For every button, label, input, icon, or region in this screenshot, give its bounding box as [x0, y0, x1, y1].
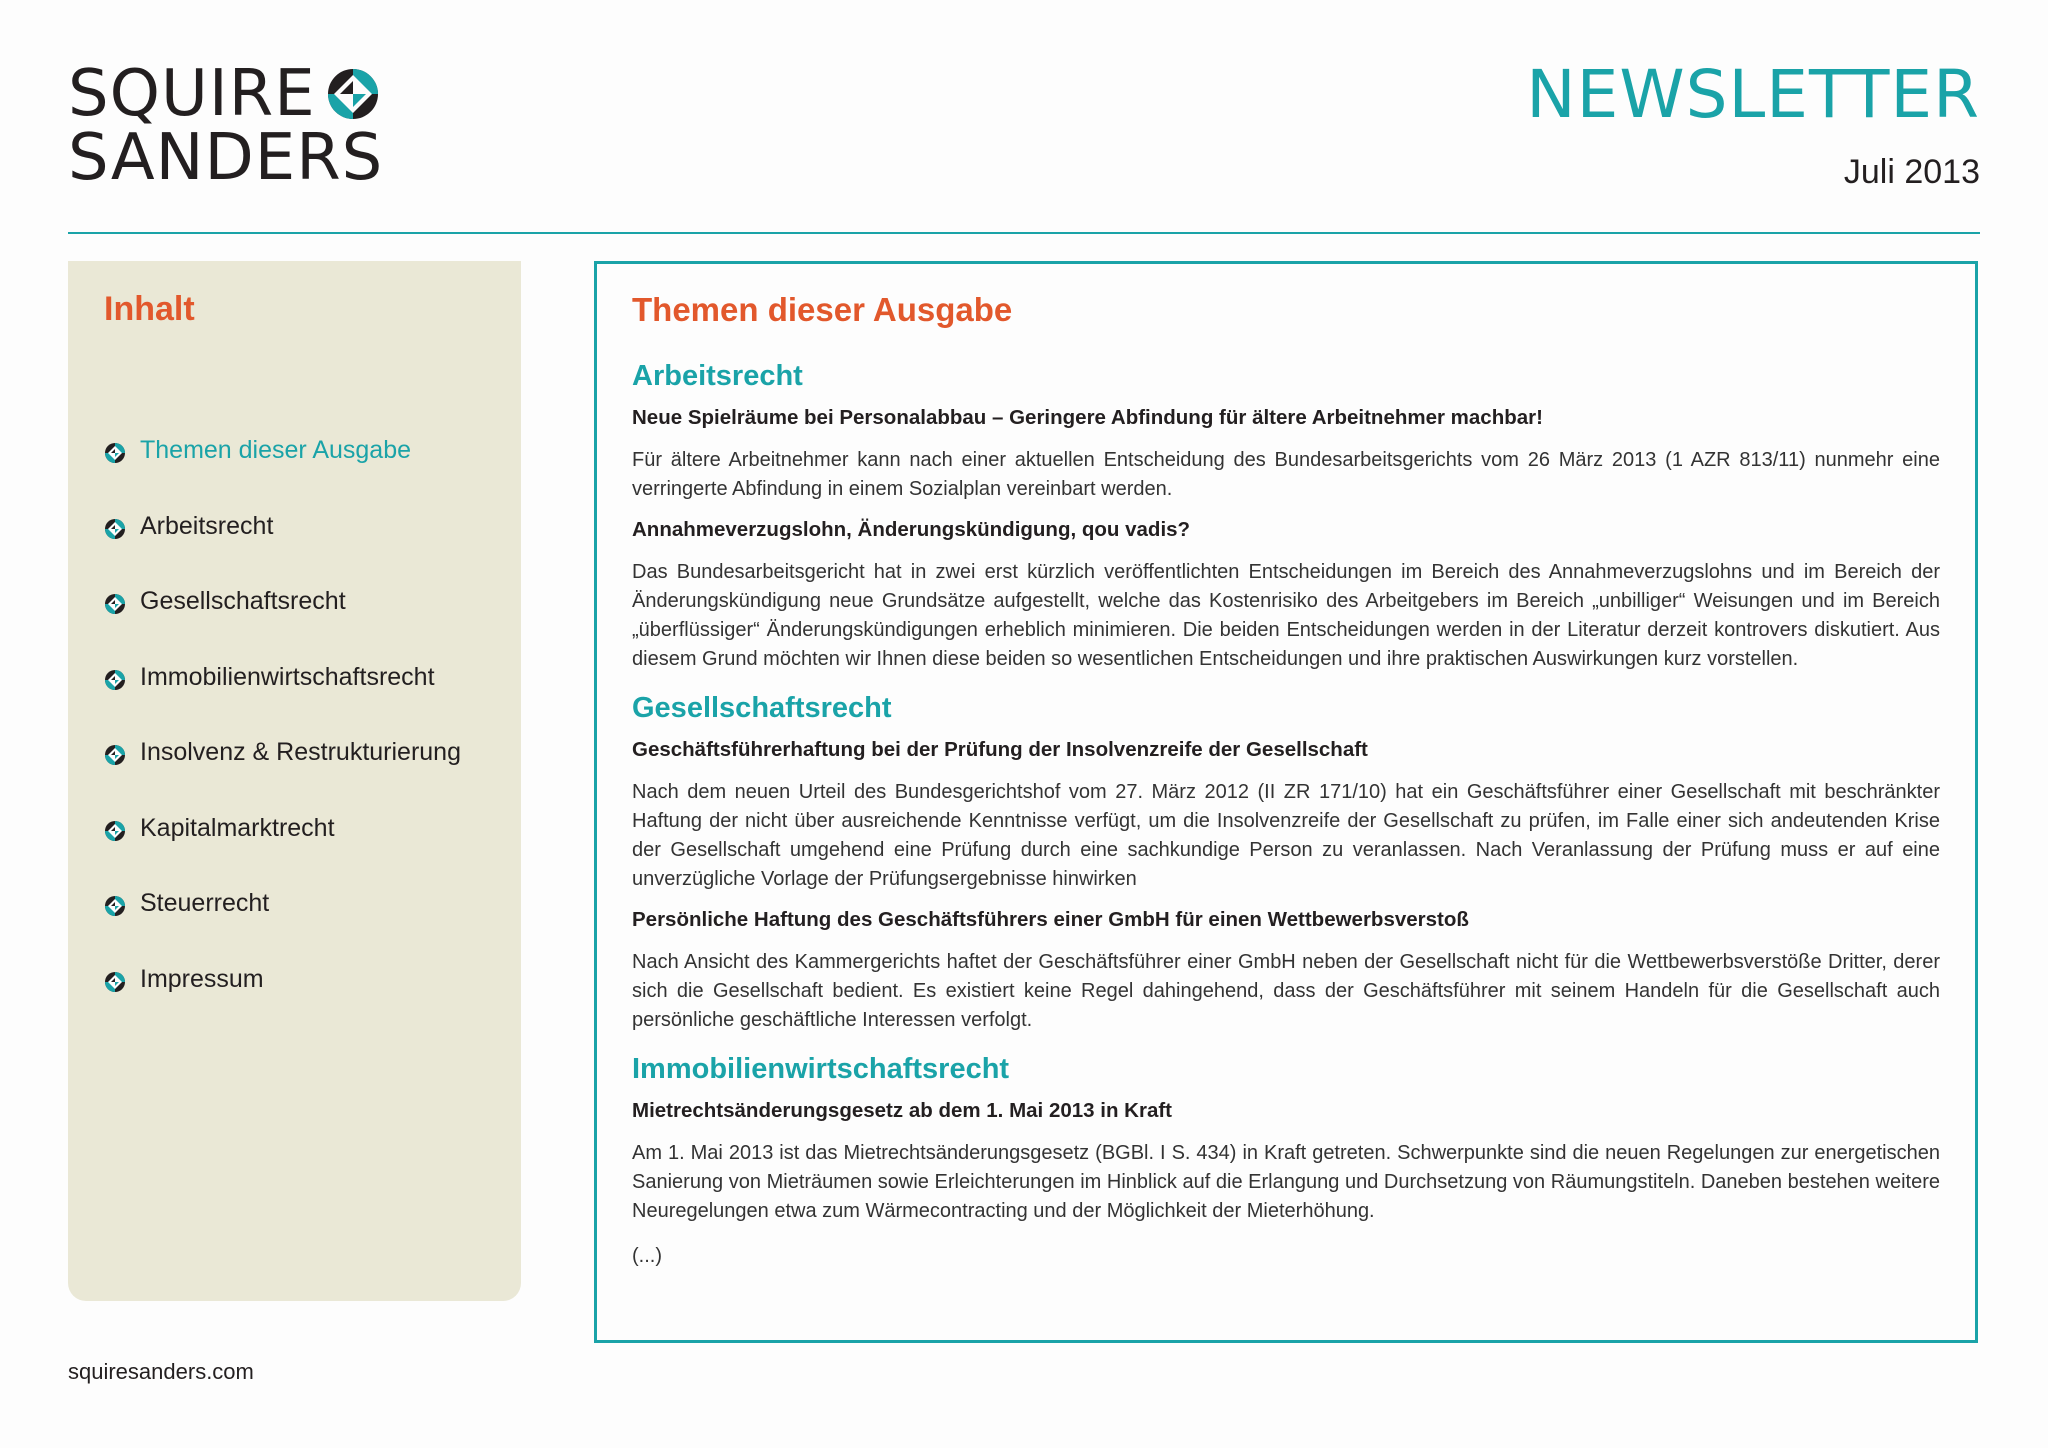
- toc-item[interactable]: [104, 886, 461, 962]
- continuation-ellipsis: (...): [632, 1245, 662, 1267]
- content-title: Themen dieser Ausgabe: [632, 291, 1013, 328]
- sidebar-toc: [68, 261, 521, 1301]
- content-section: [632, 1051, 1940, 1226]
- section-heading: Gesellschaftsrecht: [632, 692, 892, 724]
- toc-item-label: Impressum: [140, 964, 264, 993]
- toc-bullet-icon: [104, 817, 126, 839]
- toc-item-label: Arbeitsrecht: [140, 511, 274, 540]
- toc-item-label: Kapitalmarktrecht: [140, 813, 335, 842]
- article-text: Am 1. Mai 2013 ist das Mietrechtsänderungsgesetz (BGBl. I S. 434) in Kraft getreten. Schwerpunkte sind die neuen Regelungen zur energetischen Sanierung von Mieträumen sowie Erleichterungen im Hinblick auf die Erlangung und Durchsetzung von Räumungstiteln. Daneben bestehen weitere Neuregelungen etwa zum Wärmecontracting und der Möglichkeit der Mieterhöhung.: [632, 1142, 1940, 1222]
- article-title: Mietrechtsänderungsgesetz ab dem 1. Mai 2013 in Kraft: [632, 1099, 1172, 1122]
- toc-item[interactable]: [104, 433, 461, 509]
- content-box: [594, 261, 1978, 1343]
- article-title: Annahmeverzugslohn, Änderungskündigung, qou vadis?: [632, 518, 1191, 541]
- logo-text-line1: SQUIRE: [68, 57, 316, 131]
- content-section: [632, 358, 1940, 674]
- toc-bullet-icon: [104, 968, 126, 990]
- article-text: Nach Ansicht des Kammergerichts haftet der Geschäftsführer einer GmbH neben der Gesellschaft nicht für die Wettbewerbsverstöße Dritter, derer sich die Gesellschaft bedient. Es existiert keine Regel dahingehend, dass der Geschäftsführer mit seinem Handeln für die Gesellschaft auch persönliche geschäftliche Interessen verfolgt.: [632, 951, 1940, 1031]
- toc-bullet-icon: [104, 666, 126, 688]
- toc-bullet-icon: [104, 741, 126, 763]
- toc-item[interactable]: [104, 509, 461, 585]
- toc-bullet-icon: [104, 892, 126, 914]
- article-title: Neue Spielräume bei Personalabbau – Geringere Abfindung für ältere Arbeitnehmer machbar!: [632, 406, 1543, 429]
- toc-item-label: Insolvenz & Restrukturierung: [140, 738, 461, 766]
- section-heading: Arbeitsrecht: [632, 360, 803, 392]
- toc-list: [104, 433, 461, 1037]
- sidebar-title: Inhalt: [104, 290, 195, 328]
- article-text: Das Bundesarbeitsgericht hat in zwei erst kürzlich veröffentlichten Entscheidungen im Bereich des Annahmeverzugslohns und im Bereich der Änderungskündigung neue Grundsätze aufgestellt, welche das Kostenrisiko des Arbeitgebers im Bereich „unbilliger“ Weisungen und im Bereich „überflüssiger“ Änderungskündigungen erheblich minimieren. Die beiden Entscheidungen werden in der Literatur derzeit kontrovers diskutiert. Aus diesem Grund möchten wir Ihnen diese beiden so wesentlichen Entscheidungen und ihre praktischen Auswirkungen kurz vorstellen.: [632, 561, 1940, 670]
- toc-item-label: Steuerrecht: [140, 889, 270, 917]
- article-text: Nach dem neuen Urteil des Bundesgerichtshof vom 27. März 2012 (II ZR 171/10) hat ein Geschäftsführer einer Gesellschaft mit beschränkter Haftung der nicht über ausreichende Kenntnisse verfügt, um die Insolvenzreife der Gesellschaft zu prüfen, im Falle einer sich andeutenden Krise der Gesellschaft umgehend eine Prüfung durch eine sachkundige Person zu veranlassen. Nach Veranlassung der Prüfung muss er auf eine unverzügliche Vorlage der Prüfungsergebnisse hinwirken: [632, 781, 1940, 890]
- toc-bullet-icon: [104, 439, 126, 461]
- footer-url-link[interactable]: squiresanders.com: [68, 1359, 254, 1384]
- toc-item[interactable]: [104, 735, 461, 811]
- toc-item-label: Gesellschaftsrecht: [140, 587, 346, 615]
- header-divider: [68, 232, 1980, 234]
- toc-bullet-icon: [104, 515, 126, 537]
- toc-bullet-icon: [104, 590, 126, 612]
- article-text: Für ältere Arbeitnehmer kann nach einer aktuellen Entscheidung des Bundesarbeitsgerichts vom 26 März 2013 (1 AZR 813/11) nunmehr eine verringerte Abfindung in einem Sozialplan vereinbart werden.: [632, 449, 1940, 500]
- logo-text-line2: SANDERS: [68, 121, 384, 195]
- toc-item-label: Themen dieser Ausgabe: [140, 436, 412, 464]
- article-title: Geschäftsführerhaftung bei der Prüfung der Insolvenzreife der Gesellschaft: [632, 738, 1368, 761]
- newsletter-title: NEWSLETTER: [1526, 56, 1980, 133]
- company-logo: [68, 57, 384, 195]
- toc-item-label: Immobilienwirtschaftsrecht: [140, 662, 435, 691]
- content-section: [632, 690, 1940, 1035]
- section-heading: Immobilienwirtschaftsrecht: [632, 1053, 1010, 1085]
- issue-date: Juli 2013: [1843, 153, 1980, 191]
- toc-item[interactable]: [104, 584, 461, 660]
- logo-mark-icon: [326, 67, 380, 121]
- article-title: Persönliche Haftung des Geschäftsführers einer GmbH für einen Wettbewerbsverstoß: [632, 908, 1469, 931]
- content-inner: [632, 290, 1940, 1283]
- toc-item[interactable]: [104, 962, 461, 1038]
- toc-item[interactable]: [104, 811, 461, 887]
- toc-item[interactable]: [104, 660, 461, 736]
